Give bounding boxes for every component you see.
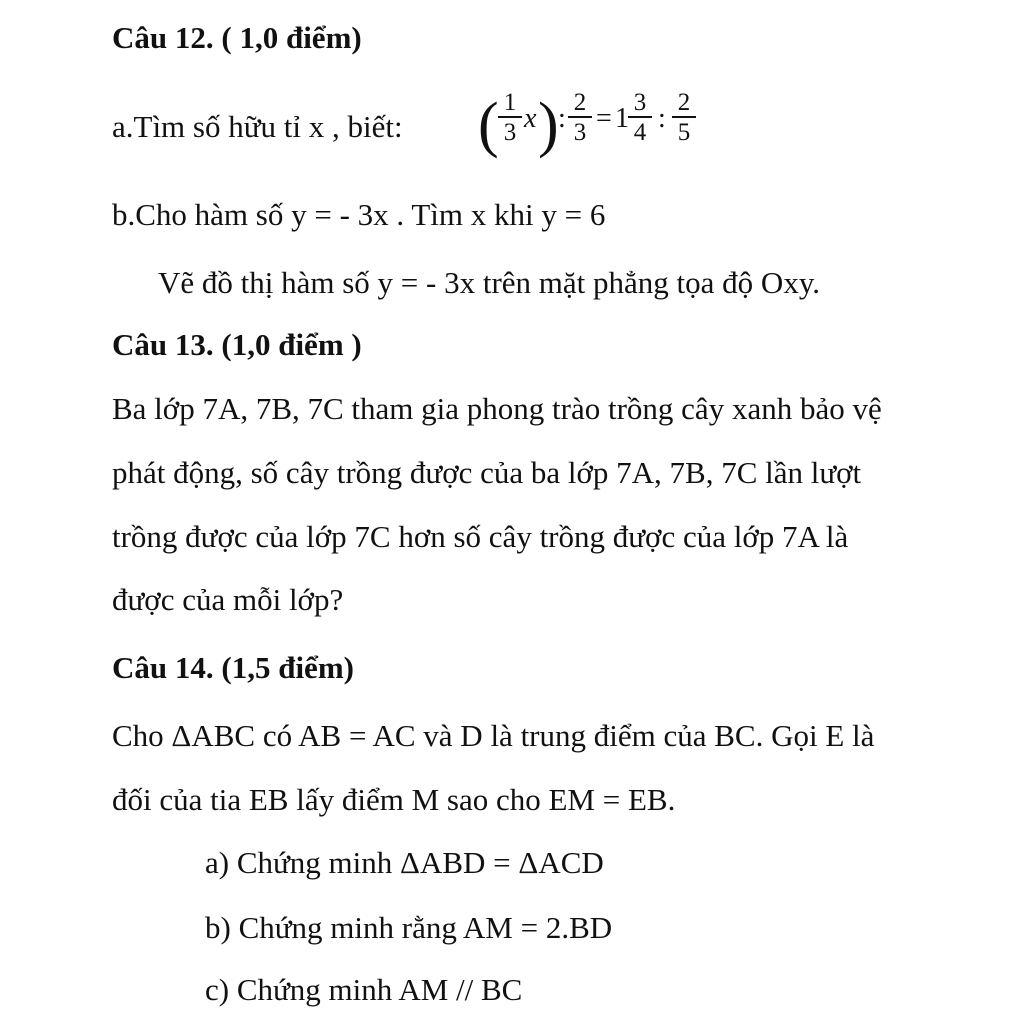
q12-part-a-label: a.Tìm số hữu tỉ x , biết: [112,109,403,144]
left-paren: ( [478,91,499,159]
q12-equation [478,84,718,174]
variable-x: x [524,103,537,134]
q14-heading: Câu 14. (1,5 điểm) [112,650,354,685]
q13-line-2: phát động, số cây trồng được của ba lớp 7A, 7B, 7C lần lượt [112,455,862,490]
q13-heading: Câu 13. (1,0 điểm ) [112,327,362,362]
q13-line-1: Ba lớp 7A, 7B, 7C tham gia phong trào trồng cây xanh bảo vệ [112,391,882,426]
right-paren: ) [538,91,559,159]
mixed-whole: 1 [615,103,629,134]
equals-sign: = [596,103,612,134]
q14-line-1: Cho ΔABC có AB = AC và D là trung điểm của BC. Gọi E là [112,718,875,753]
fraction-2-3: $\frac{2}{3}$ [568,90,592,146]
q12-part-b: b.Cho hàm số y = - 3x . Tìm x khi y = 6 [112,197,606,232]
q14-part-a: a) Chứng minh ΔABD = ΔACD [205,845,604,880]
fraction-2-5: $\frac{2}{5}$ [672,90,696,146]
q13-line-3: trồng được của lớp 7C hơn số cây trồng được của lớp 7A là [112,519,849,554]
q12-part-b-graph: Vẽ đồ thị hàm số y = - 3x trên mặt phẳng tọa độ Oxy. [158,265,821,300]
fraction-3-4: $\frac{3}{4}$ [628,90,652,146]
colon-1: : [558,103,566,134]
q14-part-c: c) Chứng minh AM // BC [205,972,523,1007]
colon-2: : [658,103,666,134]
q14-line-2: đối của tia EB lấy điểm M sao cho EM = EB. [112,782,676,817]
q12-heading: Câu 12. ( 1,0 điểm) [112,20,362,55]
fraction-1-3: $\frac{1}{3}$ [498,90,522,146]
q14-part-b: b) Chứng minh rằng AM = 2.BD [205,910,613,945]
q13-line-4: được của mỗi lớp? [112,582,344,617]
